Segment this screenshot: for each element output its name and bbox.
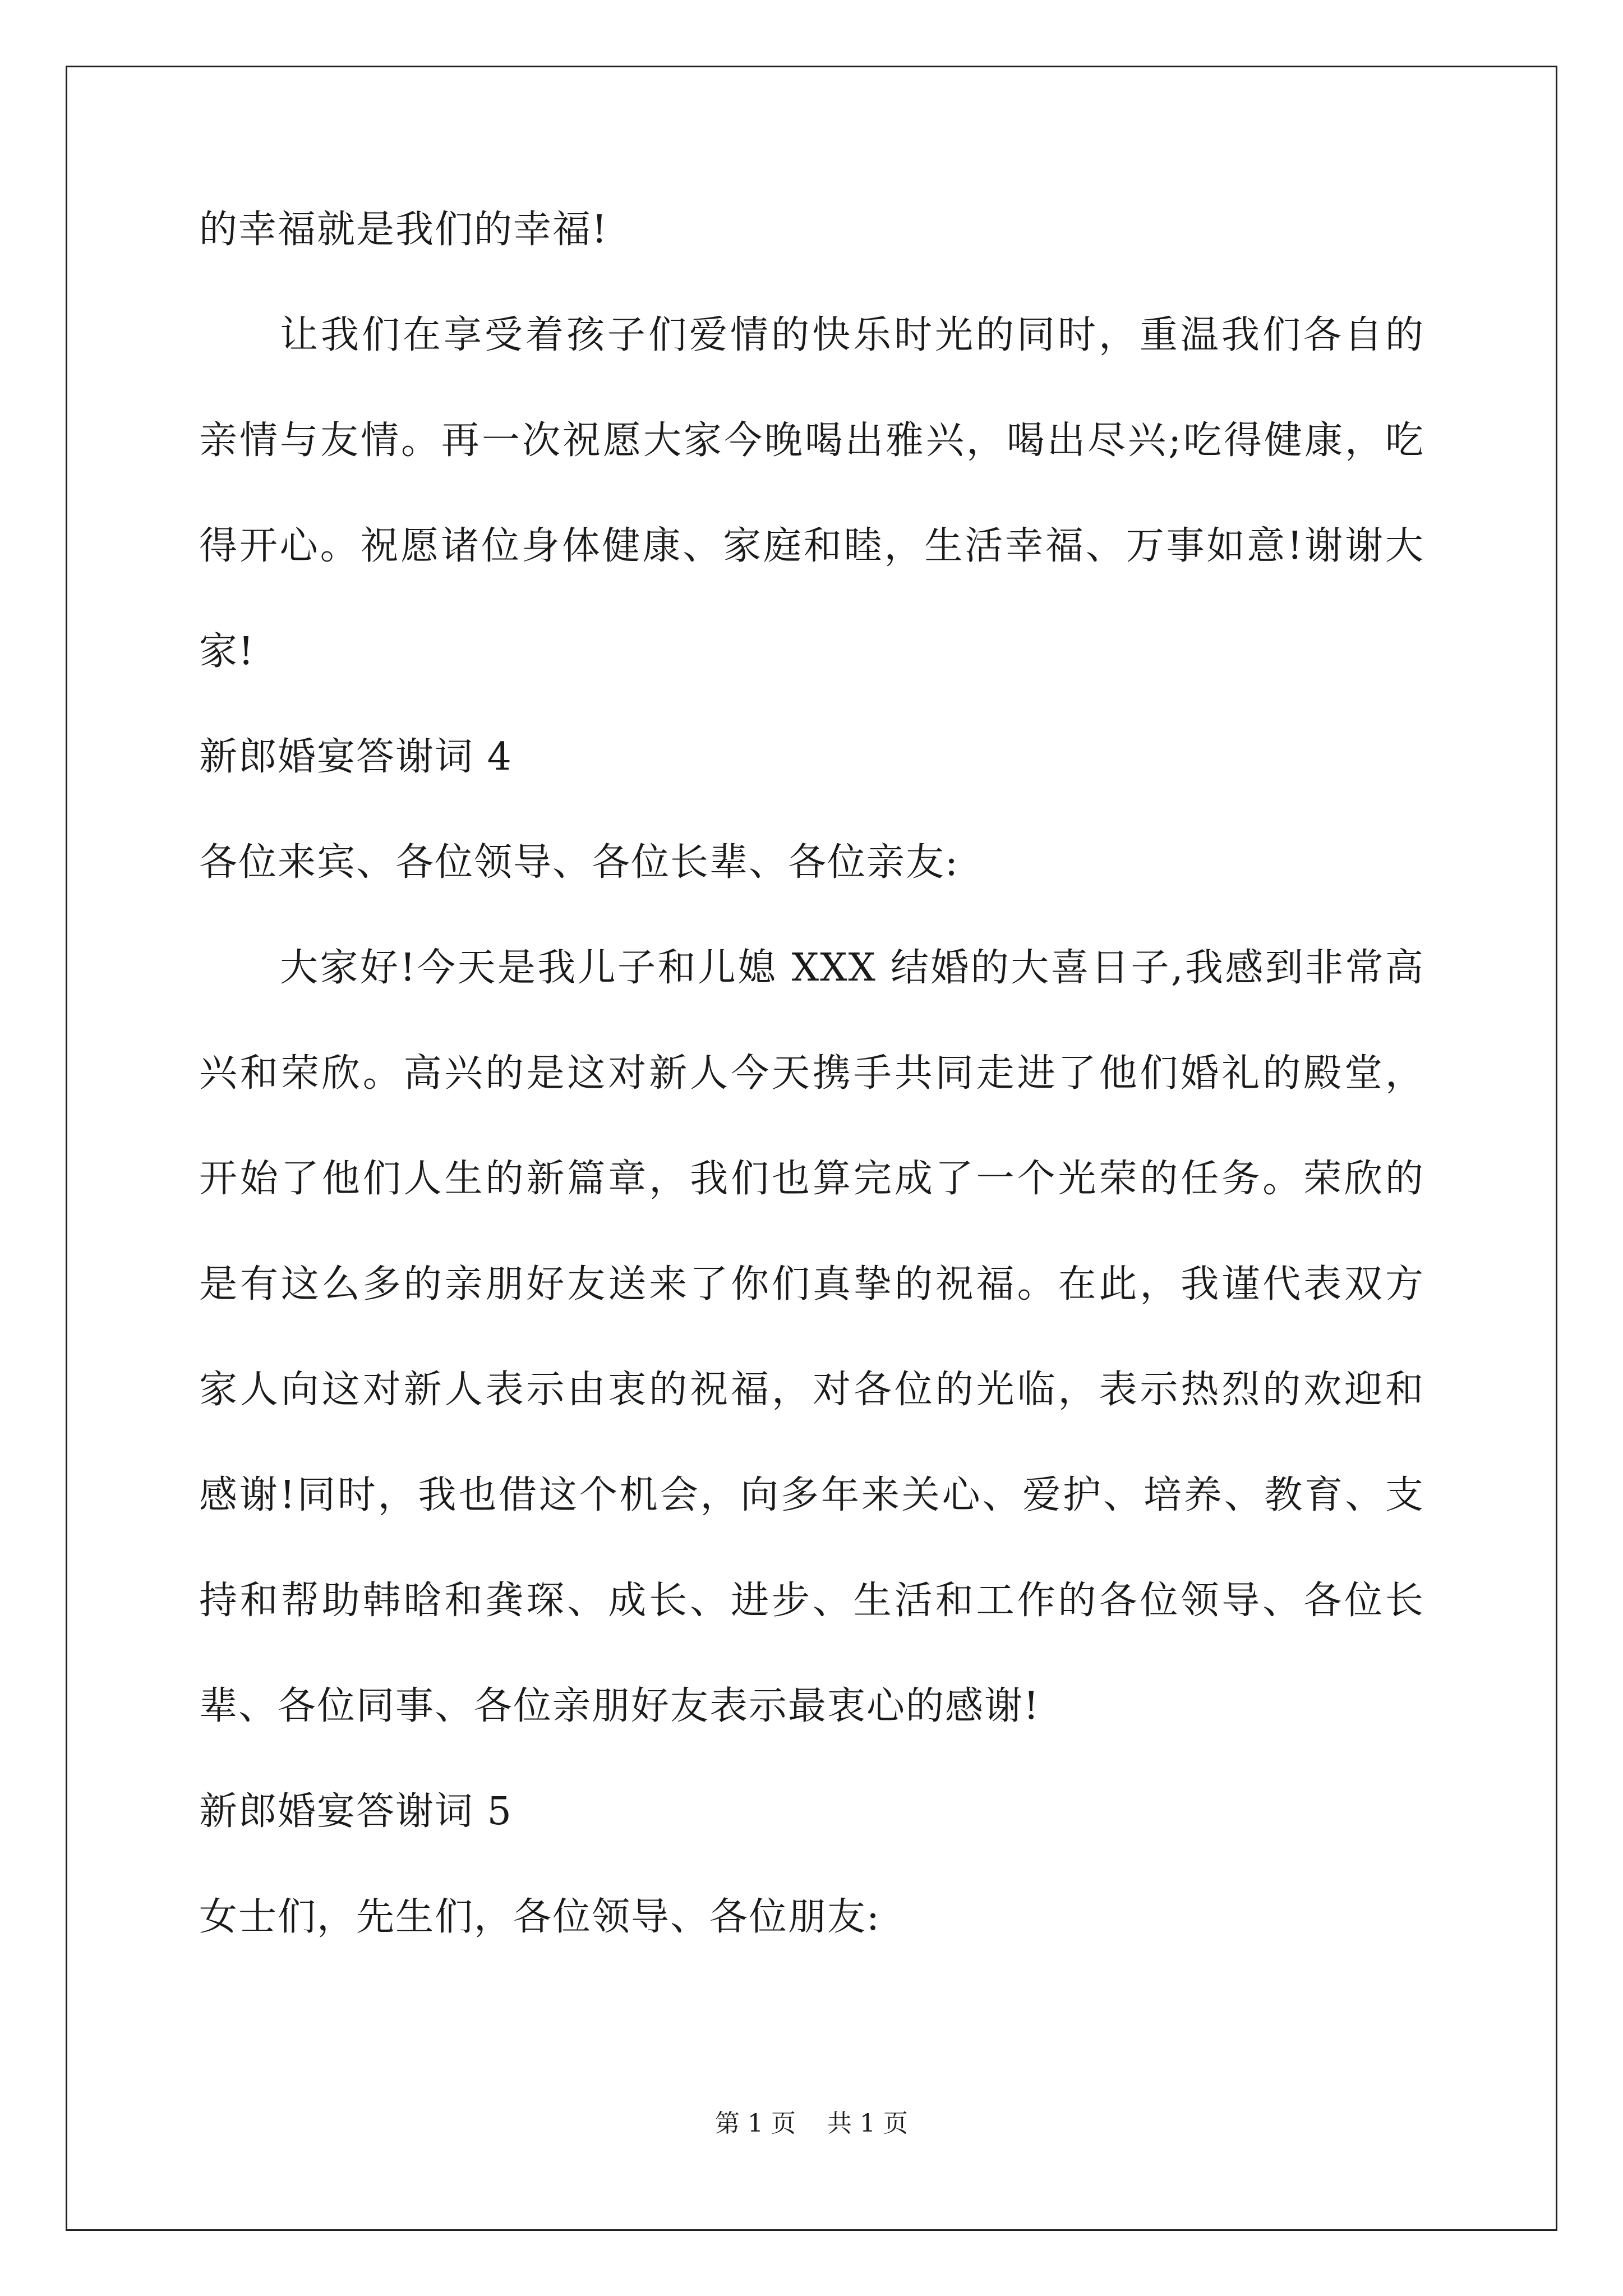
section-heading: 新郎婚宴答谢词 4 <box>199 735 513 779</box>
text-line: 持和帮助韩晗和龚琛、成长、进步、生活和工作的各位领导、各位长 <box>199 1579 1424 1623</box>
text-line: 感谢!同时，我也借这个机会，向多年来关心、爱护、培养、教育、支 <box>199 1473 1424 1517</box>
text-line: 兴和荣欣。高兴的是这对新人今天携手共同走进了他们婚礼的殿堂， <box>199 1051 1424 1096</box>
text-line: 得开心。祝愿诸位身体健康、家庭和睦，生活幸福、万事如意!谢谢大 <box>199 524 1424 568</box>
text-line: 是有这么多的亲朋好友送来了你们真挚的祝福。在此，我谨代表双方 <box>199 1262 1424 1306</box>
salutation: 女士们，先生们，各位领导、各位朋友: <box>199 1895 880 1939</box>
text-line: 家人向这对新人表示由衷的祝福，对各位的光临，表示热烈的欢迎和 <box>199 1368 1424 1412</box>
text-line: 辈、各位同事、各位亲朋好友表示最衷心的感谢! <box>199 1684 1040 1728</box>
salutation: 各位来宾、各位领导、各位长辈、各位亲友: <box>199 840 959 885</box>
paragraph-first-line: 让我们在享受着孩子们爱情的快乐时光的同时，重温我们各自的 <box>280 313 1424 357</box>
page-footer <box>0 2109 1623 2138</box>
page-number: 第 1 页 <box>715 2109 796 2138</box>
text-line: 家! <box>199 629 255 674</box>
section-heading: 新郎婚宴答谢词 5 <box>199 1789 513 1834</box>
page-total: 共 1 页 <box>827 2109 908 2138</box>
text-line: 开始了他们人生的新篇章，我们也算完成了一个光荣的任务。荣欣的 <box>199 1157 1424 1201</box>
text-line: 的幸福就是我们的幸福! <box>199 208 608 252</box>
text-line: 亲情与友情。再一次祝愿大家今晚喝出雅兴，喝出尽兴;吃得健康，吃 <box>199 418 1424 463</box>
paragraph-first-line: 大家好!今天是我儿子和儿媳 XXX 结婚的大喜日子,我感到非常高 <box>280 946 1424 990</box>
